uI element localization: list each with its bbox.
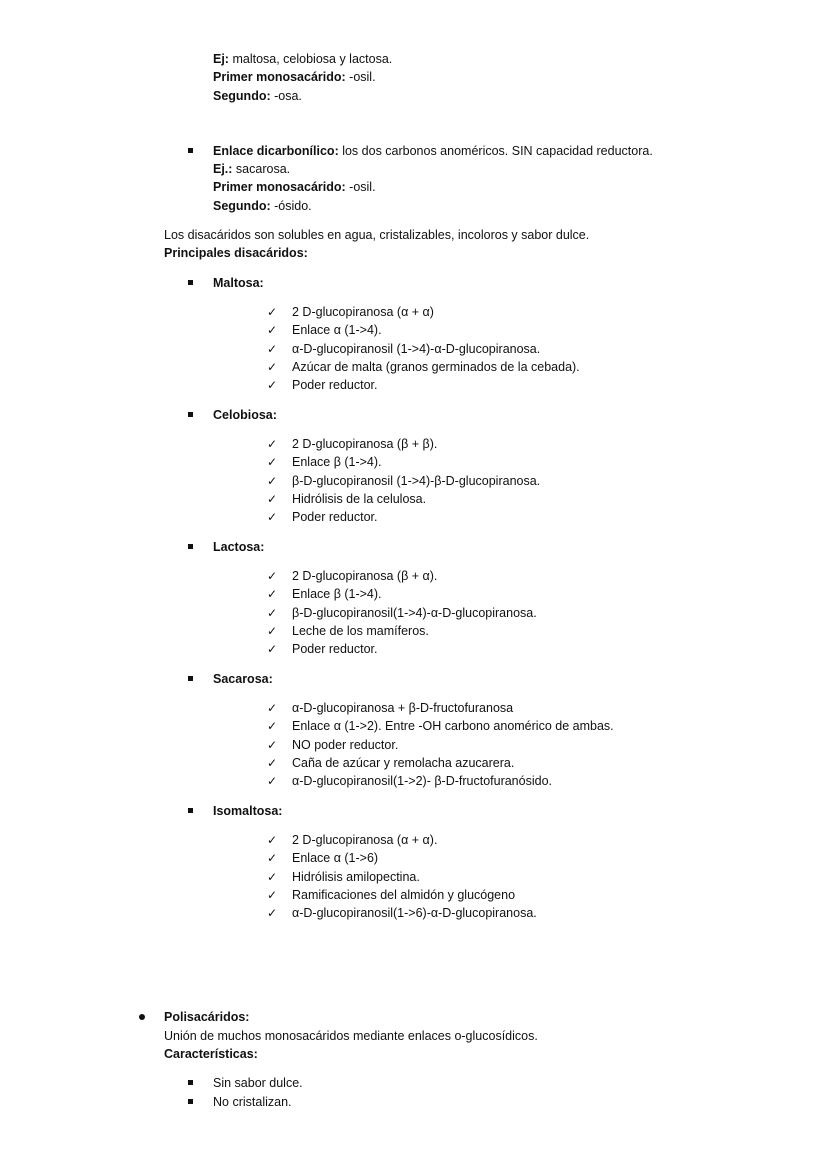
property-item: α-D-glucopiranosil(1->2)- β-D-fructofuranósido. bbox=[292, 774, 552, 788]
disaccharide-name: Maltosa: bbox=[213, 276, 264, 290]
checkmark-icon: ✓ bbox=[267, 642, 278, 656]
characteristic-item: Sin sabor dulce. bbox=[213, 1076, 303, 1090]
characteristic-item: No cristalizan. bbox=[213, 1095, 292, 1109]
property-item: Azúcar de malta (granos germinados de la cebada). bbox=[292, 360, 580, 374]
property-item: Enlace β (1->4). bbox=[292, 455, 382, 469]
property-item: Hidrólisis de la celulosa. bbox=[292, 492, 427, 506]
checkmark-icon: ✓ bbox=[267, 833, 278, 847]
checkmark-icon: ✓ bbox=[267, 510, 278, 524]
property-item: 2 D-glucopiranosa (β + α). bbox=[292, 569, 438, 583]
checkmark-icon: ✓ bbox=[267, 437, 278, 451]
example-line: Ej: maltosa, celobiosa y lactosa. bbox=[213, 52, 393, 66]
checkmark-icon: ✓ bbox=[267, 719, 278, 733]
property-item: Ramificaciones del almidón y glucógeno bbox=[292, 888, 516, 902]
checkmark-icon: ✓ bbox=[267, 624, 278, 638]
property-item: Caña de azúcar y remolacha azucarera. bbox=[292, 756, 515, 770]
property-item: α-D-glucopiranosil (1->4)-α-D-glucopiranosa. bbox=[292, 342, 541, 356]
square-bullet-icon bbox=[188, 148, 193, 153]
checkmark-icon: ✓ bbox=[267, 455, 278, 469]
property-item: β-D-glucopiranosil (1->4)-β-D-glucopiranosa. bbox=[292, 474, 541, 488]
property-item: Hidrólisis amilopectina. bbox=[292, 870, 420, 884]
second-monosaccharide-line: Segundo: -osa. bbox=[213, 89, 302, 103]
property-item: NO poder reductor. bbox=[292, 738, 399, 752]
property-item: Enlace α (1->4). bbox=[292, 323, 382, 337]
first-monosaccharide-line: Primer monosacárido: -osil. bbox=[213, 70, 376, 84]
polysaccharides-heading: Polisacáridos: bbox=[164, 1010, 250, 1024]
property-item: 2 D-glucopiranosa (α + α) bbox=[292, 305, 434, 319]
square-bullet-icon bbox=[188, 676, 193, 681]
square-bullet-icon bbox=[188, 808, 193, 813]
property-item: α-D-glucopiranosil(1->6)-α-D-glucopiranosa. bbox=[292, 906, 537, 920]
checkmark-icon: ✓ bbox=[267, 906, 278, 920]
checkmark-icon: ✓ bbox=[267, 870, 278, 884]
square-bullet-icon bbox=[188, 544, 193, 549]
property-item: Enlace α (1->6) bbox=[292, 851, 379, 865]
second-monosaccharide-line: Segundo: -ósido. bbox=[213, 199, 312, 213]
first-monosaccharide-line: Primer monosacárido: -osil. bbox=[213, 180, 376, 194]
checkmark-icon: ✓ bbox=[267, 569, 278, 583]
property-item: α-D-glucopiranosa + β-D-fructofuranosa bbox=[292, 701, 514, 715]
checkmark-icon: ✓ bbox=[267, 474, 278, 488]
checkmark-icon: ✓ bbox=[267, 323, 278, 337]
checkmark-icon: ✓ bbox=[267, 378, 278, 392]
disaccharide-name: Lactosa: bbox=[213, 540, 265, 554]
checkmark-icon: ✓ bbox=[267, 851, 278, 865]
disaccharide-name: Celobiosa: bbox=[213, 408, 277, 422]
property-item: Enlace β (1->4). bbox=[292, 587, 382, 601]
property-item: β-D-glucopiranosil(1->4)-α-D-glucopiranosa. bbox=[292, 606, 537, 620]
checkmark-icon: ✓ bbox=[267, 738, 278, 752]
checkmark-icon: ✓ bbox=[267, 305, 278, 319]
round-bullet-icon bbox=[139, 1014, 145, 1020]
checkmark-icon: ✓ bbox=[267, 606, 278, 620]
square-bullet-icon bbox=[188, 412, 193, 417]
square-bullet-icon bbox=[188, 1080, 193, 1085]
property-item: Leche de los mamíferos. bbox=[292, 624, 429, 638]
square-bullet-icon bbox=[188, 280, 193, 285]
checkmark-icon: ✓ bbox=[267, 342, 278, 356]
example-line: Ej.: sacarosa. bbox=[213, 162, 291, 176]
property-item: 2 D-glucopiranosa (β + β). bbox=[292, 437, 438, 451]
characteristics-heading: Características: bbox=[164, 1047, 258, 1061]
intro-paragraph: Los disacáridos son solubles en agua, cristalizables, incoloros y sabor dulce. bbox=[164, 228, 590, 242]
polysaccharides-definition: Unión de muchos monosacáridos mediante enlaces o-glucosídicos. bbox=[164, 1029, 538, 1043]
property-item: Enlace α (1->2). Entre -OH carbono anomérico de ambas. bbox=[292, 719, 614, 733]
checkmark-icon: ✓ bbox=[267, 587, 278, 601]
square-bullet-icon bbox=[188, 1099, 193, 1104]
disaccharide-name: Isomaltosa: bbox=[213, 804, 283, 818]
checkmark-icon: ✓ bbox=[267, 492, 278, 506]
checkmark-icon: ✓ bbox=[267, 360, 278, 374]
disaccharide-name: Sacarosa: bbox=[213, 672, 273, 686]
property-item: Poder reductor. bbox=[292, 510, 378, 524]
checkmark-icon: ✓ bbox=[267, 756, 278, 770]
checkmark-icon: ✓ bbox=[267, 701, 278, 715]
checkmark-icon: ✓ bbox=[267, 774, 278, 788]
property-item: Poder reductor. bbox=[292, 642, 378, 656]
property-item: 2 D-glucopiranosa (α + α). bbox=[292, 833, 438, 847]
dicarbonyl-bond-line: Enlace dicarbonílico: los dos carbonos anoméricos. SIN capacidad reductora. bbox=[213, 144, 653, 158]
checkmark-icon: ✓ bbox=[267, 888, 278, 902]
property-item: Poder reductor. bbox=[292, 378, 378, 392]
main-disaccharides-heading: Principales disacáridos: bbox=[164, 246, 308, 260]
